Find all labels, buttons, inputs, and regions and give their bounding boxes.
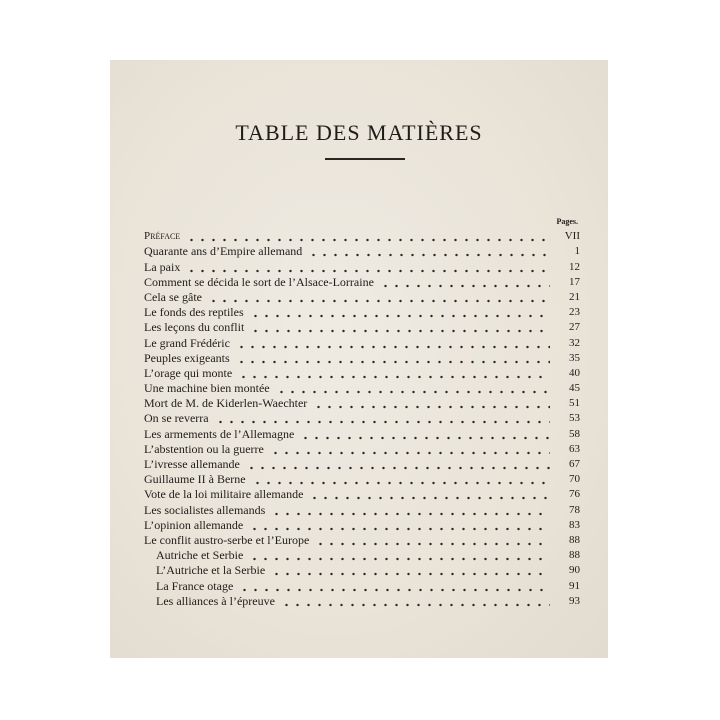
toc-entry-label: Peuples exigeants — [144, 350, 230, 365]
toc-subentry — [144, 547, 580, 562]
toc-entry — [144, 441, 580, 456]
dot-leader — [249, 549, 550, 562]
dot-leader — [239, 580, 550, 593]
toc-entry — [144, 228, 580, 243]
toc-entry-page: 70 — [569, 473, 580, 486]
toc-entry-page: 88 — [569, 533, 580, 546]
toc-entry-page: 32 — [569, 336, 580, 349]
toc-entry — [144, 410, 580, 425]
toc-entry-page: VII — [564, 230, 580, 243]
dot-leader — [250, 321, 550, 334]
toc-entry-page: 27 — [569, 321, 580, 334]
toc-entry — [144, 243, 580, 258]
dot-leader — [236, 337, 550, 350]
dot-leader — [238, 367, 550, 380]
dot-leader — [313, 397, 550, 410]
toc-entry-page: 63 — [569, 442, 580, 455]
dot-leader — [300, 428, 550, 441]
toc-entry-label: Le fonds des reptiles — [144, 305, 244, 320]
dot-leader — [308, 245, 550, 258]
toc-entry — [144, 274, 580, 289]
toc-entry — [144, 532, 580, 547]
toc-entry-page: 76 — [569, 488, 580, 501]
toc-entry — [144, 319, 580, 334]
toc-entry-page: 40 — [569, 366, 580, 379]
toc-entry-label: Cela se gâte — [144, 289, 202, 304]
dot-leader — [271, 564, 550, 577]
dot-leader — [270, 443, 550, 456]
table-of-contents — [144, 228, 580, 608]
toc-entry-page: 90 — [569, 564, 580, 577]
toc-entry — [144, 365, 580, 380]
toc-entry-label: Préface — [144, 230, 181, 243]
toc-subentry — [144, 562, 580, 577]
dot-leader — [249, 519, 550, 532]
dot-leader — [276, 382, 550, 395]
dot-leader — [208, 291, 550, 304]
toc-subentry — [144, 593, 580, 608]
page-title: TABLE DES MATIÈRES — [235, 120, 483, 145]
toc-entry-label: Les alliances à l’épreuve — [156, 593, 275, 608]
title-rule — [325, 158, 405, 160]
toc-entry-page: 45 — [569, 382, 580, 395]
toc-entry-page: 78 — [569, 503, 580, 516]
toc-entry-page: 21 — [569, 290, 580, 303]
toc-entry-label: L’opinion allemande — [144, 517, 244, 532]
dot-leader — [309, 488, 550, 501]
toc-entry-label: L’abstention ou la guerre — [144, 441, 264, 456]
toc-entry — [144, 289, 580, 304]
toc-entry-label: On se reverra — [144, 411, 209, 426]
toc-entry-label: Les armements de l’Allemagne — [144, 426, 295, 441]
toc-entry — [144, 471, 580, 486]
toc-entry — [144, 380, 580, 395]
toc-entry — [144, 395, 580, 410]
toc-entry-label: L’orage qui monte — [144, 365, 233, 380]
toc-entry — [144, 304, 580, 319]
toc-entry-label: Vote de la loi militaire allemande — [144, 487, 304, 502]
toc-entry-label: Le conflit austro-serbe et l’Europe — [144, 532, 310, 547]
dot-leader — [315, 534, 550, 547]
dot-leader — [380, 276, 550, 289]
toc-entry-page: 1 — [574, 245, 580, 258]
toc-entry-label: Quarante ans d’Empire allemand — [144, 244, 303, 259]
toc-entry — [144, 517, 580, 532]
dot-leader — [215, 412, 550, 425]
toc-entry — [144, 258, 580, 273]
toc-entry-page: 53 — [569, 412, 580, 425]
toc-entry-label: Guillaume II à Berne — [144, 472, 246, 487]
dot-leader — [271, 504, 550, 517]
toc-entry-page: 67 — [569, 458, 580, 470]
pages-column-label: Pages. — [556, 217, 578, 226]
toc-entry-label: Les leçons du conflit — [144, 320, 245, 335]
toc-entry-page: 35 — [569, 351, 580, 364]
toc-entry — [144, 486, 580, 501]
toc-subentry — [144, 577, 580, 592]
toc-entry-label: Le grand Frédéric — [144, 335, 230, 350]
toc-entry-page: 23 — [569, 306, 580, 319]
toc-entry-label: L’Autriche et la Serbie — [156, 563, 266, 578]
dot-leader — [236, 352, 550, 365]
toc-entry-page: 12 — [569, 260, 580, 273]
toc-entry-page: 17 — [569, 275, 580, 288]
dot-leader — [252, 473, 550, 486]
toc-entry-label: Autriche et Serbie — [156, 548, 244, 563]
toc-entry-page: 58 — [569, 427, 580, 440]
dot-leader — [186, 261, 550, 274]
toc-entry-page: 93 — [569, 594, 580, 607]
toc-entry-label: La paix — [144, 259, 181, 274]
toc-entry — [144, 425, 580, 440]
dot-leader — [250, 306, 550, 319]
toc-entry-page: 91 — [569, 579, 580, 592]
toc-entry-label: Une machine bien montée — [144, 381, 270, 396]
toc-entry — [144, 456, 580, 471]
toc-entry-label: Les socialistes allemands — [144, 502, 266, 517]
toc-entry-label: Comment se décida le sort de l’Alsace-Lorraine — [144, 274, 374, 289]
toc-entry-label: Mort de M. de Kiderlen-Waechter — [144, 396, 308, 411]
toc-entry-label: La France otage — [156, 578, 234, 593]
toc-entry-page: 51 — [569, 397, 580, 410]
dot-leader — [281, 595, 550, 608]
toc-entry-label: L’ivresse allemande — [144, 457, 240, 471]
toc-entry-page: 83 — [569, 518, 580, 531]
dot-leader — [246, 458, 550, 471]
toc-entry — [144, 334, 580, 349]
dot-leader — [186, 230, 550, 243]
toc-entry — [144, 350, 580, 365]
toc-entry — [144, 501, 580, 516]
toc-entry-page: 88 — [569, 549, 580, 562]
book-page — [110, 60, 608, 658]
